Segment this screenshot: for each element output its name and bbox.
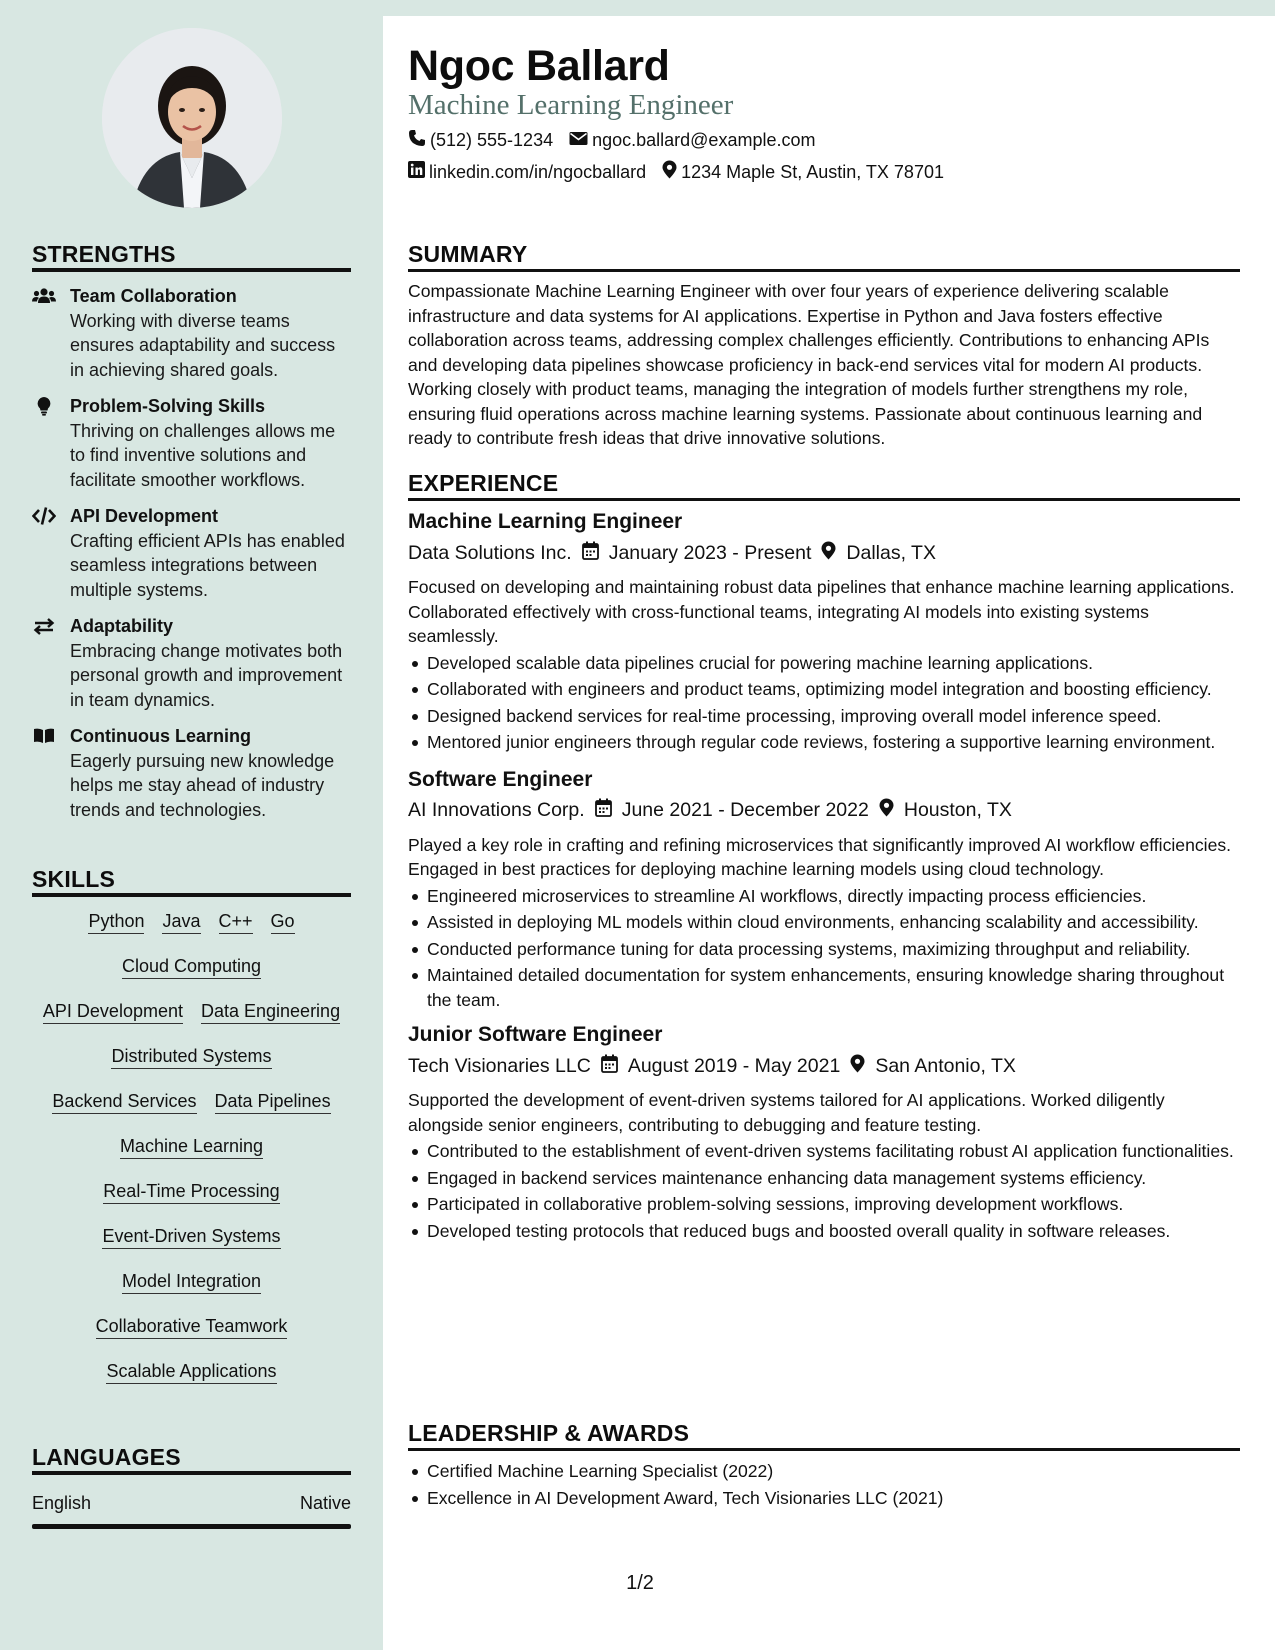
job-bullet: Engineered microservices to streamline AI workflows, directly impacting process efficiencies. — [408, 884, 1240, 909]
award-item: Certified Machine Learning Specialist (2022) — [408, 1459, 1240, 1484]
strength-title: Problem-Solving Skills — [70, 396, 266, 416]
language-row — [32, 1493, 351, 1514]
skill-tag: Data Engineering — [201, 1001, 340, 1024]
experience-section — [408, 470, 1240, 1243]
company-name: AI Innovations Corp. — [408, 799, 585, 821]
skill-tag: Real-Time Processing — [103, 1181, 279, 1204]
profile-photo — [102, 28, 282, 208]
lightbulb-icon — [32, 396, 56, 416]
exchange-icon — [32, 616, 56, 636]
job-meta — [408, 795, 1240, 827]
language-level: Native — [299, 1493, 351, 1513]
contact-row — [408, 124, 1240, 156]
strength-description: Thriving on challenges allows me to find inventive solutions and facilitate smoother workflows. — [70, 420, 336, 490]
job-entry — [408, 507, 1240, 755]
job-location: Dallas, TX — [846, 541, 936, 564]
job-bullet: Participated in collaborative problem-solving sessions, improving development workflows. — [408, 1192, 1240, 1217]
calendar-icon — [595, 798, 612, 823]
skill-tag: Backend Services — [52, 1091, 196, 1114]
location-pin-icon — [821, 541, 836, 566]
candidate-title: Machine Learning Engineer — [408, 89, 734, 121]
skill-tag: Distributed Systems — [111, 1046, 271, 1069]
skill-tag: Machine Learning — [120, 1136, 263, 1159]
candidate-name: Ngoc Ballard — [408, 42, 670, 90]
home-address: 1234 Maple St, Austin, TX 78701 — [681, 161, 944, 182]
job-bullets — [408, 651, 1240, 755]
job-dates: June 2021 - December 2022 — [621, 799, 869, 821]
job-bullets — [408, 884, 1240, 1013]
location-pin-icon — [879, 798, 894, 823]
job-description: Focused on developing and maintaining robust data pipelines that enhance machine learning applications. Collaborated effectively with cross-functional teams, integrating AI models into existing systems seamlessly. — [408, 577, 1235, 646]
linkedin-icon — [408, 161, 425, 183]
phone-number: (512) 555-1234 — [430, 129, 554, 150]
calendar-icon — [582, 541, 599, 566]
email-address[interactable]: ngoc.ballard@example.com — [592, 129, 816, 150]
skills-list — [32, 897, 351, 1392]
job-bullet: Collaborated with engineers and product teams, optimizing model integration and boosting efficiency. — [408, 677, 1240, 702]
skill-tag: API Development — [43, 1001, 183, 1024]
skills-heading: SKILLS — [32, 866, 351, 897]
job-bullet: Designed backend services for real-time processing, improving overall model inference speed. — [408, 704, 1240, 729]
skill-tag: Data Pipelines — [215, 1091, 331, 1114]
job-location: San Antonio, TX — [875, 1054, 1016, 1077]
skills-section — [32, 866, 351, 1392]
strength-description: Embracing change motivates both personal growth and improvement in team dynamics. — [70, 640, 343, 710]
skill-tag: Cloud Computing — [122, 956, 261, 979]
skill-tag: Event-Driven Systems — [102, 1226, 280, 1249]
skill-tag: Scalable Applications — [106, 1361, 276, 1384]
job-dates: August 2019 - May 2021 — [627, 1054, 841, 1077]
linkedin-url[interactable]: linkedin.com/in/ngocballard — [429, 161, 647, 182]
job-bullet: Developed testing protocols that reduced bugs and boosted overall quality in software releases. — [408, 1219, 1240, 1244]
skill-tag: C++ — [219, 911, 253, 934]
leadership-section — [408, 1420, 1240, 1510]
languages-heading: LANGUAGES — [32, 1444, 351, 1475]
job-bullet: Developed scalable data pipelines crucial for powering machine learning applications. — [408, 651, 1240, 676]
job-entry — [408, 765, 1240, 1013]
language-name: English — [32, 1493, 92, 1513]
job-location: Houston, TX — [903, 799, 1012, 821]
strengths-heading: STRENGTHS — [32, 241, 351, 272]
contact-row — [408, 156, 1240, 188]
resume-header — [408, 42, 1240, 188]
location-pin-icon — [662, 160, 677, 184]
calendar-icon — [601, 1054, 618, 1079]
job-meta — [408, 537, 1240, 569]
strength-item — [32, 284, 351, 382]
company-name: Data Solutions Inc. — [408, 541, 572, 564]
strength-item — [32, 394, 351, 492]
strength-item — [32, 504, 351, 602]
strength-description: Crafting efficient APIs has enabled seamless integrations between multiple systems. — [70, 530, 345, 600]
summary-heading: SUMMARY — [408, 241, 1240, 272]
strength-title: Team Collaboration — [70, 286, 237, 306]
location-pin-icon — [850, 1054, 865, 1079]
skill-tag: Collaborative Teamwork — [96, 1316, 288, 1339]
job-title: Junior Software Engineer — [408, 1023, 663, 1046]
job-meta — [408, 1050, 1240, 1082]
job-description: Played a key role in crafting and refining microservices that significantly improved AI workflow efficiencies. Engaged in best practices for deploying machine learning models using cloud technology. — [408, 834, 1232, 879]
job-bullet: Mentored junior engineers through regular code reviews, fostering a supportive learning environment. — [408, 730, 1240, 755]
languages-section — [32, 1444, 351, 1529]
book-icon — [32, 726, 56, 746]
job-bullet: Contributed to the establishment of event-driven systems facilitating robust AI application functionalities. — [408, 1139, 1240, 1164]
job-title: Machine Learning Engineer — [408, 510, 683, 533]
awards-list — [408, 1459, 1240, 1510]
job-description: Supported the development of event-driven systems tailored for AI applications. Worked diligently alongside senior engineers, contributing to debugging and feature testing. — [408, 1090, 1165, 1135]
language-proficiency-bar — [32, 1524, 351, 1529]
strength-description: Eagerly pursuing new knowledge helps me stay ahead of industry trends and technologies. — [70, 750, 335, 820]
phone-icon — [408, 129, 426, 152]
header-strip — [383, 0, 1275, 16]
strength-item — [32, 724, 351, 822]
experience-heading: EXPERIENCE — [408, 470, 1240, 501]
job-bullet: Assisted in deploying ML models within cloud environments, enhancing scalability and accessibility. — [408, 910, 1240, 935]
strength-item — [32, 614, 351, 712]
strength-title: Continuous Learning — [70, 726, 251, 746]
users-icon — [32, 286, 56, 306]
code-icon — [32, 506, 56, 526]
job-bullet: Conducted performance tuning for data processing systems, maximizing throughput and reliability. — [408, 937, 1240, 962]
company-name: Tech Visionaries LLC — [408, 1054, 591, 1077]
job-bullet: Engaged in backend services maintenance enhancing data management systems efficiency. — [408, 1166, 1240, 1191]
summary-section — [408, 241, 1240, 451]
email-icon — [569, 130, 588, 151]
skill-tag: Go — [271, 911, 295, 934]
job-entry — [408, 1020, 1240, 1243]
strength-title: Adaptability — [70, 616, 174, 636]
job-dates: January 2023 - Present — [608, 541, 812, 564]
summary-text: Compassionate Machine Learning Engineer with over four years of experience delivering scalable infrastructure and data systems for AI applications. Expertise in Python and Java fosters effective collaboration across teams, addressing complex challenges efficiently. Contributions to enhancing APIs and developing data pipelines showcase proficiency in back-end services vital for modern AI products. Working closely with product teams, managing the integration of models further strengthens my role, ensuring fluid operations across machine learning systems. Passionate about continuous learning and ready to contribute fresh ideas that drive innovative solutions. — [408, 281, 1210, 448]
strength-description: Working with diverse teams ensures adaptability and success in achieving shared goals. — [70, 310, 336, 380]
skill-tag: Java — [162, 911, 200, 934]
strength-title: API Development — [70, 506, 219, 526]
strengths-section — [32, 241, 351, 822]
skill-tag: Model Integration — [122, 1271, 261, 1294]
page-number: 1/2 — [626, 1572, 654, 1594]
job-bullet: Maintained detailed documentation for system enhancements, ensuring knowledge sharing throughout the team. — [408, 963, 1240, 1012]
leadership-heading: LEADERSHIP & AWARDS — [408, 1420, 1240, 1451]
skill-tag: Python — [88, 911, 144, 934]
award-item: Excellence in AI Development Award, Tech Visionaries LLC (2021) — [408, 1486, 1240, 1511]
job-bullets — [408, 1139, 1240, 1243]
job-title: Software Engineer — [408, 767, 593, 791]
